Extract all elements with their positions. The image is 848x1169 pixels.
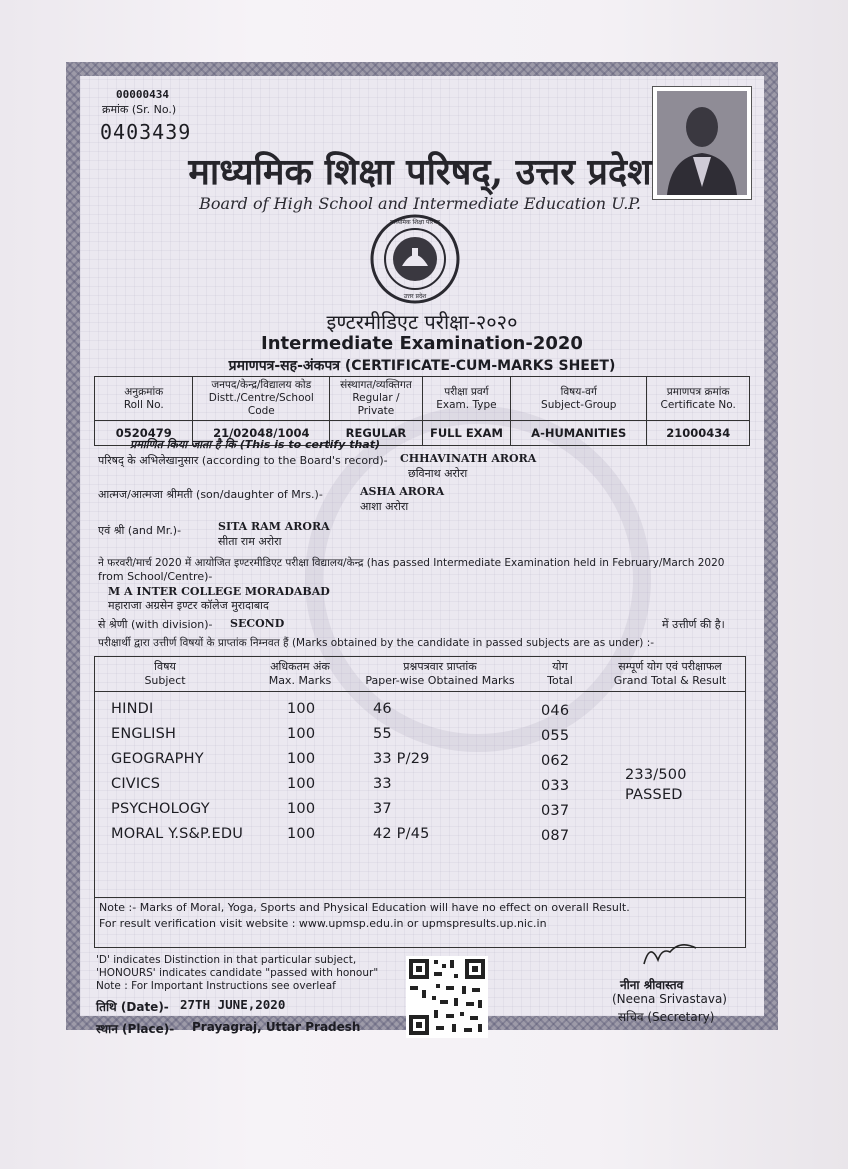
- secretary-signature: [640, 938, 700, 968]
- serial-top-number: 00000434: [116, 88, 169, 101]
- candidate-name-hi: छविनाथ अरोरा: [408, 467, 468, 480]
- note-verification: For result verification visit website : www.upmsp.edu.in or upmspresults.up.nic.in: [99, 917, 547, 930]
- board-title-english: Board of High School and Intermediate Education U.P.: [199, 194, 641, 213]
- record-label: परिषद् के अभिलेखानुसार (according to the Board's record)-: [98, 454, 388, 467]
- paper-marks-hindi: 46: [373, 701, 392, 717]
- paper-marks-english: 55: [373, 726, 392, 742]
- exam-title-hindi: इण्टरमीडिएट परीक्षा-२०२०: [326, 310, 518, 334]
- place-label: स्थान (Place)-: [96, 1022, 175, 1036]
- note-moral: Note :- Marks of Moral, Yoga, Sports and Physical Education will have no effect on overall Result.: [99, 901, 630, 914]
- total-hindi: 046: [541, 703, 570, 719]
- roll-number: 0520479: [95, 421, 193, 446]
- division-suffix: में उत्तीर्ण की है।: [662, 618, 725, 631]
- mother-label: आत्मज/आत्मजा श्रीमती (son/daughter of Mrs.)-: [98, 488, 323, 501]
- header-regular-label: संस्थागत/व्यक्तिगत Regular / Private: [330, 377, 423, 421]
- paper-marks-psychology: 37: [373, 801, 392, 817]
- school-code: 21/02048/1004: [193, 421, 330, 446]
- father-name-en: SITA RAM ARORA: [218, 520, 330, 533]
- subject-name-psychology: PSYCHOLOGY: [111, 801, 210, 817]
- subject-header: विषय Subject: [144, 660, 186, 687]
- school-name-hi: महाराजा अग्रसेन इण्टर कॉलेज मुरादाबाद: [108, 599, 269, 612]
- max-marks-english: 100: [287, 726, 316, 742]
- max-marks-header: अधिकतम अंक Max. Marks: [268, 660, 332, 687]
- board-seal: [370, 214, 460, 304]
- verification-qr-code: [406, 956, 488, 1038]
- father-name-hi: सीता राम अरोरा: [218, 535, 282, 548]
- distinction-note: 'D' indicates Distinction in that particular subject,: [96, 954, 357, 966]
- division-value: SECOND: [230, 617, 285, 630]
- grand-total-header: सम्पूर्ण योग एवं परीक्षाफल Grand Total & Result: [613, 660, 727, 687]
- date-label: तिथि (Date)-: [96, 1000, 169, 1014]
- paper-marks-civics: 33: [373, 776, 392, 792]
- seal-bottom-text: उत्तर प्रदेश: [403, 293, 427, 300]
- seal-emblem-icon: [370, 214, 460, 304]
- serial-number: 0403439: [100, 120, 192, 144]
- max-marks-civics: 100: [287, 776, 316, 792]
- signature-scribble-icon: [640, 938, 700, 968]
- division-label: से श्रेणी (with division)-: [98, 618, 213, 631]
- header-examtype-label: परीक्षा प्रवर्ग Exam. Type: [422, 377, 510, 421]
- max-marks-hindi: 100: [287, 701, 316, 717]
- secretary-name-hi: नीना श्रीवास्तव: [620, 978, 684, 992]
- marks-footer-divider: [95, 897, 745, 898]
- total-geography: 062: [541, 753, 570, 769]
- candidate-name-en: CHHAVINATH ARORA: [400, 452, 537, 465]
- secretary-name-en: (Neena Srivastava): [612, 992, 727, 1006]
- total-english: 055: [541, 728, 570, 744]
- total-psychology: 037: [541, 803, 570, 819]
- secretary-designation: सचिव (Secretary): [618, 1010, 715, 1024]
- total-header: योग Total: [547, 660, 573, 687]
- subject-name-geography: GEOGRAPHY: [111, 751, 204, 767]
- serial-label: क्रमांक (Sr. No.): [102, 103, 177, 116]
- max-marks-psychology: 100: [287, 801, 316, 817]
- certificate: [66, 62, 778, 1036]
- board-title-hindi: माध्यमिक शिक्षा परिषद्, उत्तर प्रदेश: [188, 151, 652, 193]
- seal-top-text: माध्यमिक शिक्षा परिषद्: [389, 219, 440, 226]
- subject-name-english: ENGLISH: [111, 726, 177, 742]
- paper-marks-header: प्रश्नपत्रवार प्राप्तांक Paper-wise Obtained Marks: [365, 660, 515, 687]
- header-group-label: विषय-वर्ग Subject-Group: [511, 377, 647, 421]
- school-name-en: M A INTER COLLEGE MORADABAD: [108, 585, 330, 598]
- certificate-inner: [80, 76, 764, 1036]
- certificate-number: 21000434: [647, 421, 750, 446]
- passed-text-2: from School/Centre)-: [98, 570, 213, 583]
- certify-intro: प्रमाणित किया जाता है कि (This is to certify that): [130, 438, 381, 451]
- issue-date: 27TH JUNE,2020: [180, 997, 286, 1012]
- marks-header-divider: [95, 691, 745, 692]
- marks-table: [94, 656, 746, 948]
- header-certno-label: प्रमाणपत्र क्रमांक Certificate No.: [647, 377, 750, 421]
- father-label: एवं श्री (and Mr.)-: [98, 524, 182, 537]
- header-table: [94, 376, 750, 446]
- subject-group: A-HUMANITIES: [511, 421, 647, 446]
- subject-name-civics: CIVICS: [111, 776, 161, 792]
- header-roll-label: अनुक्रमांक Roll No.: [95, 377, 193, 421]
- result-status: PASSED: [625, 787, 683, 803]
- exam-type: FULL EXAM: [422, 421, 510, 446]
- instructions-note: Note : For Important Instructions see overleaf: [96, 980, 336, 992]
- total-moral: 087: [541, 828, 570, 844]
- paper-marks-geography: 33 P/29: [373, 751, 430, 767]
- honours-note: 'HONOURS' indicates candidate "passed with honour": [96, 967, 379, 979]
- grand-total: 233/500: [625, 767, 687, 783]
- qr-code-icon: [406, 956, 488, 1038]
- certificate-type: प्रमाणपत्र-सह-अंकपत्र (CERTIFICATE-CUM-MARKS SHEET): [228, 358, 616, 374]
- paper-marks-moral: 42 P/45: [373, 826, 430, 842]
- candidate-type: REGULAR: [330, 421, 423, 446]
- subject-name-hindi: HINDI: [111, 701, 154, 717]
- issue-place: Prayagraj, Uttar Pradesh: [192, 1020, 361, 1034]
- mother-name-en: ASHA ARORA: [360, 485, 445, 498]
- max-marks-geography: 100: [287, 751, 316, 767]
- header-code-label: जनपद/केन्द्र/विद्यालय कोड Distt./Centre/School Code: [193, 377, 330, 421]
- marks-intro: परीक्षार्थी द्वारा उत्तीर्ण विषयों के प्राप्तांक निम्नवत हैं (Marks obtained by the candidate in passed subjects are as under) :-: [98, 637, 655, 649]
- passed-text-1: ने फरवरी/मार्च 2020 में आयोजित इण्टरमीडिएट परीक्षा विद्यालय/केन्द्र (has passed Intermediate Examination held in February/March 2020: [98, 557, 725, 569]
- max-marks-moral: 100: [287, 826, 316, 842]
- subject-name-moral: MORAL Y.S&P.EDU: [111, 826, 244, 842]
- total-civics: 033: [541, 778, 570, 794]
- exam-title-english: Intermediate Examination-2020: [261, 333, 583, 354]
- mother-name-hi: आशा अरोरा: [360, 500, 409, 513]
